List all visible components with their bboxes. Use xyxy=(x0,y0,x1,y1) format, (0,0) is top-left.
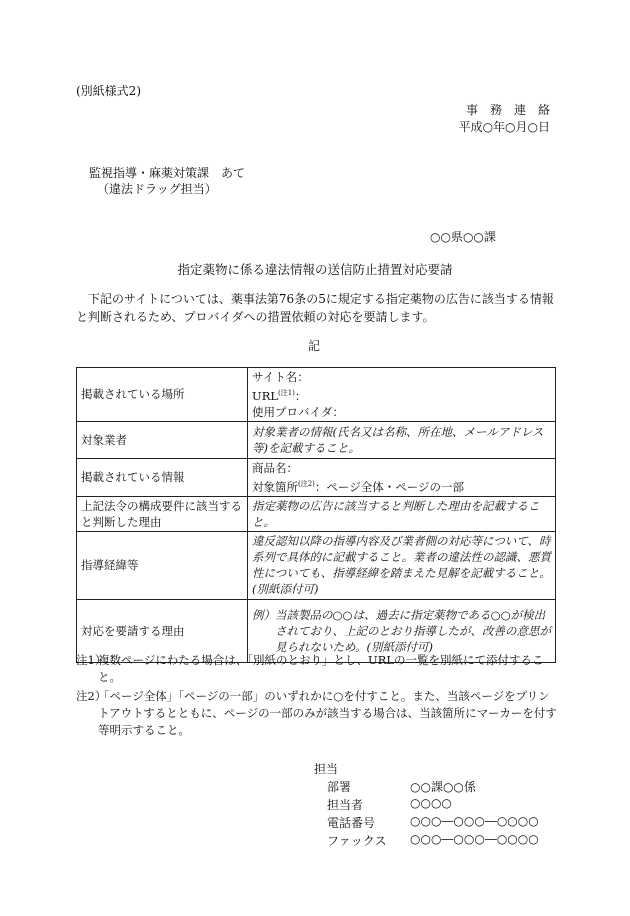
row-label-target-vendor: 対象業者 xyxy=(77,421,248,458)
note-2 xyxy=(76,688,560,739)
table-row xyxy=(77,458,556,496)
contact-key-phone: 電話番号 xyxy=(327,816,376,830)
table-row xyxy=(77,368,556,422)
contact-value-person: ○○○○ xyxy=(410,796,452,810)
contact-key-fax: ファックス xyxy=(327,834,387,848)
target-area-label: 対象箇所 xyxy=(252,479,298,494)
row-value-target-vendor: 対象業者の情報(氏名又は名称、所在地、メールアドレス等)を記載すること。 xyxy=(248,421,556,458)
contact-heading: 担当 xyxy=(314,762,339,776)
page-title: 指定薬物に係る違法情報の送信防止措置対応要請 xyxy=(177,262,453,277)
url-field xyxy=(252,385,551,404)
target-note-mark: (注2) xyxy=(298,479,315,488)
url-label: URL xyxy=(252,388,278,403)
row-label-guidance-history: 指導経緯等 xyxy=(77,531,248,599)
document-type: 事 務 連 絡 xyxy=(465,103,550,117)
table-row xyxy=(77,496,556,531)
row-value-legal-reason: 指定薬物の広告に該当すると判断した理由を記載すること。 xyxy=(248,496,556,531)
target-area-value: ：ページ全体・ページの一部 xyxy=(314,479,464,494)
url-note-mark: (注1) xyxy=(278,389,295,397)
table-row xyxy=(77,421,556,458)
contact-value-fax: ○○○―○○○―○○○○ xyxy=(410,832,539,846)
url-colon: ： xyxy=(294,388,307,403)
note-2-text: 「ページ全体」「ページの一部」のいずれかに○を付すこと。また、当該ページをプリントアウトするとともに、ページの一部のみが該当する場合は、当該箇所にマーカーを付す等明示すること。 xyxy=(98,689,557,737)
contact-key-person: 担当者 xyxy=(327,798,364,812)
document-date: 平成○年○月○日 xyxy=(458,120,550,134)
example-text: 当該製品の○○は、過去に指定薬物である○○が検出されており、上記のとおり指導したが、改善の意思が見られないため。(別紙添付可) xyxy=(275,607,551,654)
request-body: 下記のサイトについては、薬事法第76条の5に規定する指定薬物の広告に該当する情報と判断されるため、プロバイダへの措置依頼の対応を要請します。 xyxy=(76,292,554,324)
row-value-posted-info xyxy=(248,458,556,496)
contact-key-department: 部署 xyxy=(327,780,352,794)
contact-value-department: ○○課○○係 xyxy=(410,780,476,794)
site-name-field: サイト名： xyxy=(252,370,309,384)
note-1-text: 複数ページにわたる場合は、「別紙のとおり」とし、URLの一覧を別紙にて添付すること。 xyxy=(98,653,544,684)
contact-value-phone: ○○○―○○○―○○○○ xyxy=(410,814,539,828)
target-area-field xyxy=(252,476,551,495)
product-name-field: 商品名： xyxy=(252,460,298,475)
note-2-label: 注2） xyxy=(76,689,107,703)
recipient-line-2: （違法ドラッグ担当） xyxy=(97,182,217,196)
example-prefix: 例） xyxy=(252,607,275,622)
row-value-guidance-history: 違反認知以降の指導内容及び業者側の対応等について、時系列で具体的に記載すること。業者の違法性の認識、悪質性についても、指導経緯を踏まえた見解を記載すること。(別紙添付可) xyxy=(248,531,556,599)
recipient-line-1: 監視指導・麻薬対策課 あて xyxy=(89,166,246,180)
row-label-legal-reason: 上記法令の構成要件に該当すると判断した理由 xyxy=(77,496,248,531)
note-1-label: 注1） xyxy=(76,653,107,667)
sender: ○○県○○課 xyxy=(430,230,496,244)
row-label-location: 掲載されている場所 xyxy=(77,368,248,422)
row-label-posted-info: 掲載されている情報 xyxy=(77,458,248,496)
note-1 xyxy=(76,652,560,686)
provider-field: 使用プロバイダ： xyxy=(252,404,344,419)
request-table xyxy=(76,367,556,663)
row-value-location xyxy=(248,368,556,422)
ki-heading: 記 xyxy=(308,339,321,353)
row-label-request-reason: 対応を要請する理由 xyxy=(77,599,248,662)
table-row xyxy=(77,531,556,599)
form-label: (別紙様式2) xyxy=(76,84,141,98)
